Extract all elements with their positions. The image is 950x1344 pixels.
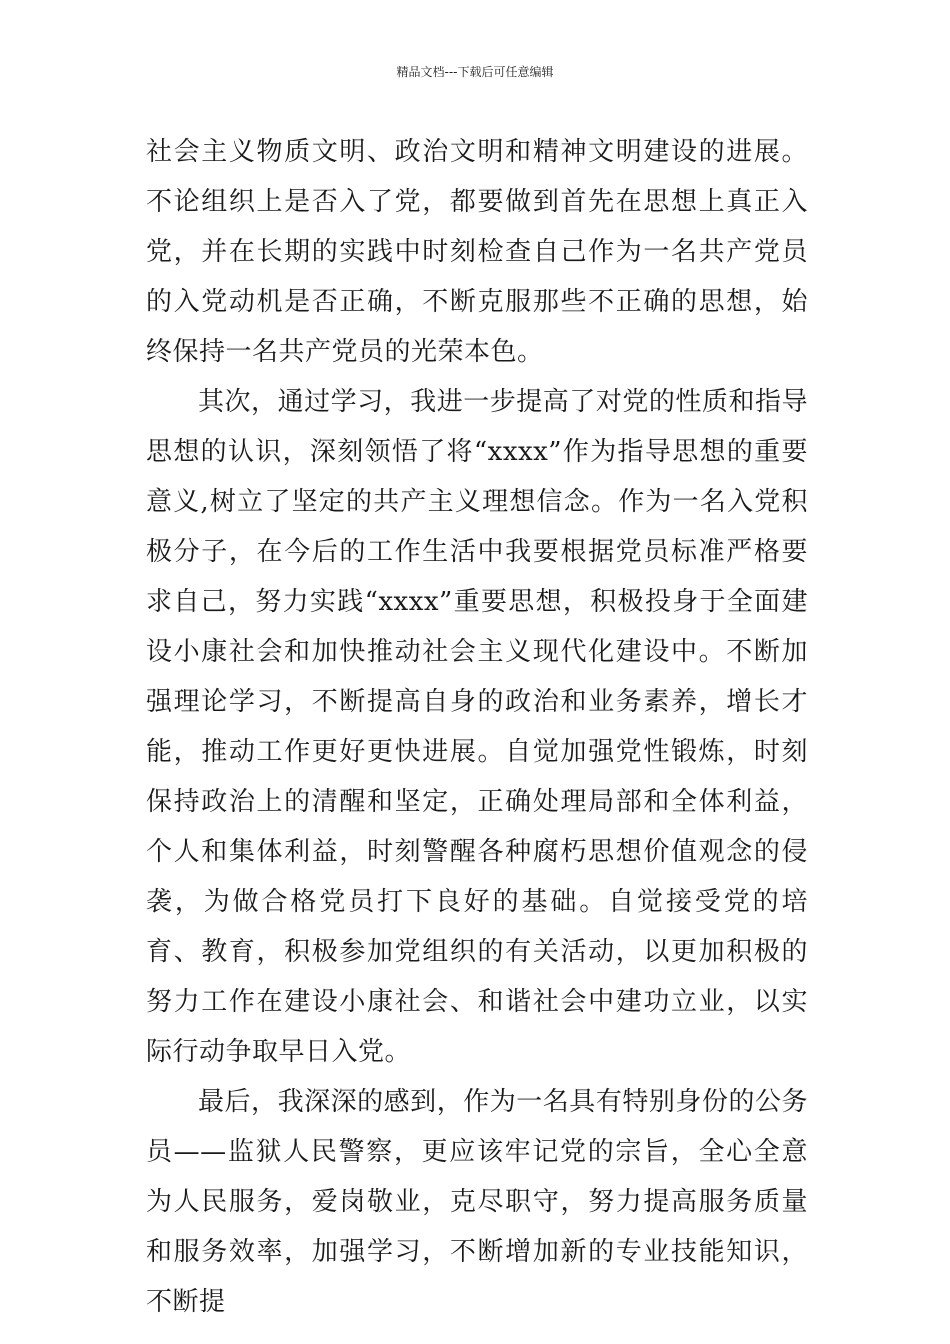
paragraph-last: 最后，我深深的感到，作为一名具有特别身份的公务员——监狱人民警察，更应该牢记党的宗旨，全心全意为人民服务，爱岗敬业，克尽职守，努力提高服务质量和服务效率，加强学习，不断增加新的专业技能知识，不断提 xyxy=(146,1087,808,1317)
page-header: 精品文档---下载后可任意编辑 xyxy=(396,65,554,79)
paragraph-second: 其次，通过学习，我进一步提高了对党的性质和指导思想的认识，深刻领悟了将“xxxx”作为指导思想的重要意义,树立了坚定的共产主义理想信念。作为一名入党积极分子，在今后的工作生活中我要根据党员标准严格要求自己，努力实践“xxxx”重要思想，积极投身于全面建设小康社会和加快推动社会主义现代化建设中。不断加强理论学习，不断提高自身的政治和业务素养，增长才能，推动工作更好更快进展。自觉加强党性锻炼，时刻保持政治上的清醒和坚定，正确处理局部和全体利益，个人和集体利益，时刻警醒各种腐朽思想价值观念的侵袭，为做合格党员打下良好的基础。自觉接受党的培育、教育，积极参加党组织的有关活动，以更加积极的努力工作在建设小康社会、和谐社会中建功立业，以实际行动争取早日入党。 xyxy=(146,387,808,1067)
paragraph-continuation: 社会主义物质文明、政治文明和精神文明建设的进展。不论组织上是否入了党，都要做到首先在思想上真正入党，并在长期的实践中时刻检查自己作为一名共产党员的入党动机是否正确，不断克服那些不正确的思想，始终保持一名共产党员的光荣本色。 xyxy=(146,137,808,367)
document-body xyxy=(146,127,808,1327)
